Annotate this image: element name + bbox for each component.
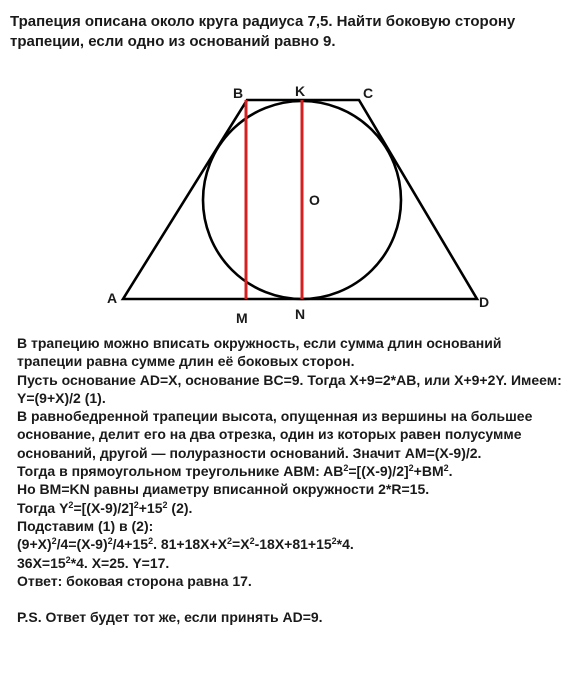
solution-line: Но BM=KN равны диаметру вписанной окружности 2*R=15.: [17, 481, 430, 498]
problem-line-2: трапеции, если одно из оснований равно 9.: [10, 33, 336, 50]
text-run: (9+X): [17, 536, 52, 553]
trapezoid-figure: [0, 0, 576, 334]
label-point-n: N: [295, 306, 306, 322]
label-point-k: K: [295, 83, 306, 99]
text-run: Тогда Y: [17, 499, 69, 516]
solution-line-equation-2: [17, 499, 569, 517]
exponent: 2: [65, 554, 71, 565]
trapezoid-outline: [123, 100, 477, 299]
solution-line: Пусть основание AD=X, основание BC=9. Тогда X+9=2*AB, или X+9+2Y. Имеем:: [17, 371, 562, 388]
text-run: /4+15: [112, 536, 149, 553]
exponent: 2: [51, 536, 57, 547]
text-run: (2).: [167, 499, 193, 516]
text-run: +BM: [413, 463, 444, 480]
text-run: =[(X-9)/2]: [73, 499, 134, 516]
text-run: *4. X=25. Y=17.: [70, 554, 170, 571]
label-point-b: B: [233, 85, 244, 101]
solution-line: В трапецию можно вписать окружность, если сумма длин оснований: [17, 335, 502, 351]
solution-line: трапеции равна сумме длин её боковых сторон.: [17, 353, 355, 370]
solution-text: [17, 334, 569, 626]
text-run: 36X=15: [17, 554, 66, 571]
exponent: 2: [249, 536, 255, 547]
label-point-m: M: [236, 310, 248, 326]
text-run: -18X+81+15: [254, 536, 332, 553]
answer-line: Ответ: боковая сторона равна 17.: [17, 572, 252, 589]
exponent: 2: [331, 536, 337, 547]
text-run: .: [448, 463, 453, 480]
exponent: 2: [133, 499, 139, 510]
problem-line-1: Трапеция описана около круга радиуса 7,5. Найти боковую сторону: [10, 13, 516, 30]
exponent: 2: [408, 463, 414, 474]
solution-line-substitution: [17, 535, 569, 553]
exponent: 2: [343, 463, 349, 474]
text-run: Тогда в прямоугольном треугольнике ABM: AB: [17, 463, 344, 480]
solution-line-triangle-abm: [17, 462, 569, 480]
exponent: 2: [443, 463, 449, 474]
exponent: 2: [148, 536, 154, 547]
label-point-c: C: [363, 85, 374, 101]
exponent: 2: [162, 499, 168, 510]
text-run: =X: [232, 536, 250, 553]
text-run: . 81+18X+X: [153, 536, 228, 553]
text-run: +15: [138, 499, 163, 516]
label-point-o: O: [309, 192, 320, 208]
label-point-d: D: [479, 294, 490, 310]
exponent: 2: [107, 536, 113, 547]
postscript-line: P.S. Ответ будет тот же, если принять AD=9.: [17, 609, 323, 626]
text-run: *4.: [336, 536, 354, 553]
label-point-a: A: [107, 290, 118, 306]
text-run: =[(X-9)/2]: [348, 463, 409, 480]
exponent: 2: [227, 536, 233, 547]
solution-line-result: [17, 554, 569, 572]
solution-line: оснований, другой — полуразности оснований. Значит AM=(X-9)/2.: [17, 444, 482, 461]
solution-line: основание, делит его на два отрезка, один из которых равен полусумме: [17, 426, 522, 443]
text-run: /4=(X-9): [56, 536, 108, 553]
solution-line: Y=(9+X)/2 (1).: [17, 389, 106, 406]
solution-line: В равнобедренной трапеции высота, опущенная из вершины на большее: [17, 408, 533, 425]
solution-line: Подставим (1) в (2):: [17, 517, 154, 534]
spacer: [17, 590, 569, 608]
exponent: 2: [68, 499, 74, 510]
